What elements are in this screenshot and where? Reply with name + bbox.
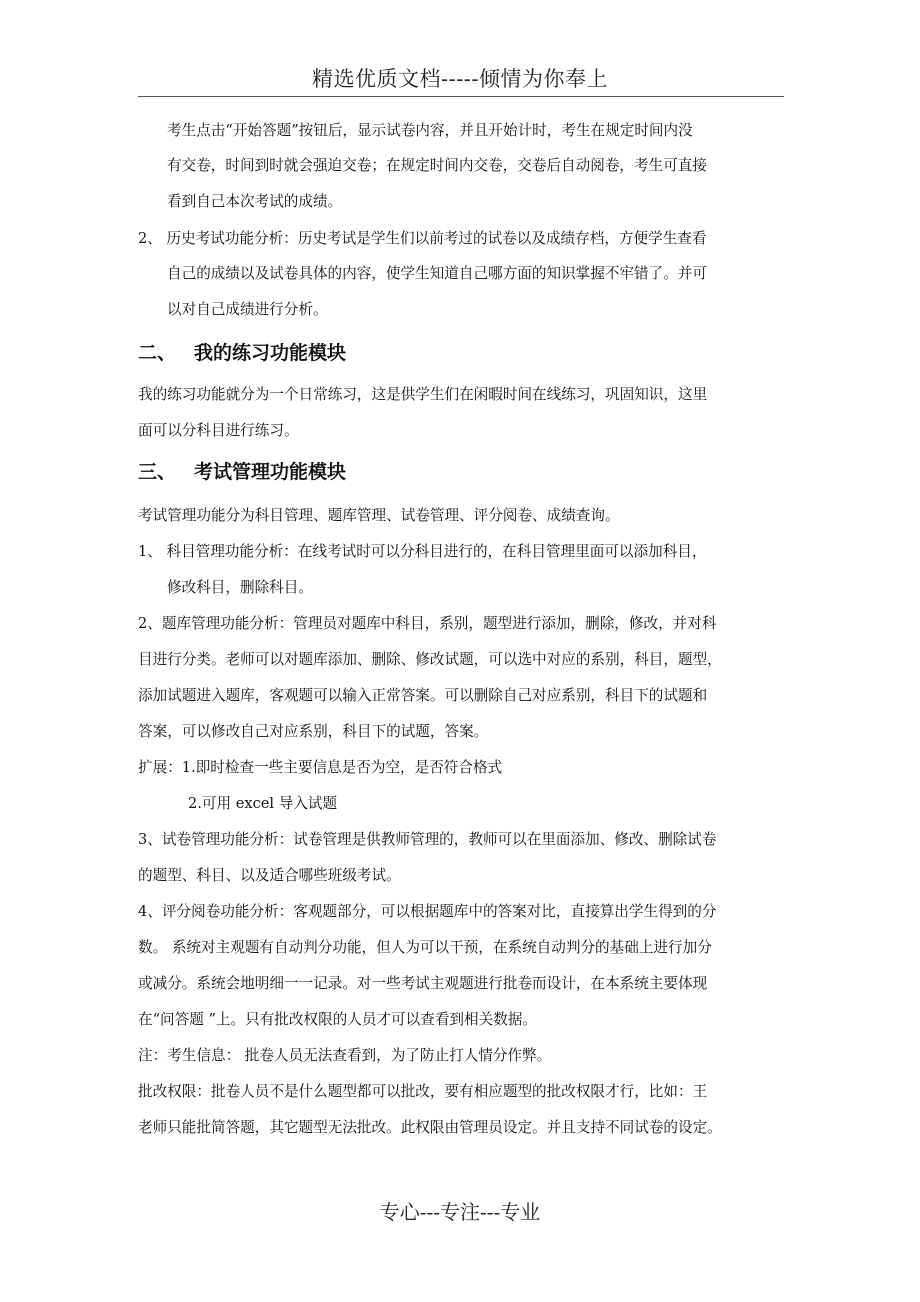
paragraph-line: 自己的成绩以及试卷具体的内容，使学生知道自己哪方面的知识掌握不牢错了。并可 [167, 265, 707, 282]
list-item-question-bank: 2、题库管理功能分析：管理员对题库中科目，系别，题型进行添加，删除，修改，并对科 [138, 615, 717, 632]
paragraph-line: 或减分。系统会地明细一一记录。对一些考试主观题进行批卷而设计，在本系统主要体现 [138, 975, 708, 992]
paragraph-line: 目进行分类。老师可以对题库添加、删除、修改试题，可以选中对应的系别，科目，题型， [138, 651, 722, 668]
paragraph-line: 老师只能批简答题，其它题型无法批改。此权限由管理员设定。并且支持不同试卷的设定。 [138, 1119, 722, 1136]
list-item-subject-management: 1、 科目管理功能分析：在线考试时可以分科目进行的，在科目管理里面可以添加科目， [138, 543, 707, 560]
paragraph-line: 以对自己成绩进行分析。 [167, 301, 328, 318]
list-item-grading: 4、评分阅卷功能分析：客观题部分，可以根据题库中的答案对比，直接算出学生得到的分 [138, 903, 717, 920]
page-footer: 专心---专注---专业 [379, 1200, 541, 1224]
paragraph-line: 我的练习功能就分为一个日常练习，这是供学生们在闲暇时间在线练习，巩固知识，这里 [138, 386, 708, 403]
section-number: 三、 [138, 461, 177, 483]
section-title: 我的练习功能模块 [194, 342, 347, 364]
paragraph-line: 面可以分科目进行练习。 [138, 422, 299, 439]
section-number: 二、 [138, 342, 177, 364]
section-title: 考试管理功能模块 [194, 461, 347, 483]
paragraph-line: 在“问答题 ”上。只有批改权限的人员才可以查看到相关数据。 [138, 1011, 538, 1028]
page-header-title: 精选优质文档-----倾情为你奉上 [312, 67, 608, 91]
paragraph-line: 修改科目，删除科目。 [167, 579, 313, 596]
note-line: 注：考生信息： 批卷人员无法查看到，为了防止打人情分作弊。 [138, 1047, 552, 1064]
paragraph-line: 添加试题进入题库，客观题可以输入正常答案。可以删除自己对应系别，科目下的试题和 [138, 687, 708, 704]
section-heading-practice [138, 341, 346, 365]
paragraph-line: 批改权限：批卷人员不是什么题型都可以批改，要有相应题型的批改权限才行，比如：王 [138, 1083, 708, 1100]
section-heading-exam-management [138, 460, 346, 484]
paragraph-line: 看到自己本次考试的成绩。 [167, 193, 343, 210]
paragraph-line: 考生点击“开始答题”按钮后，显示试卷内容，并且开始计时，考生在规定时间内没 [167, 122, 693, 139]
list-item-history-exam: 2、 历史考试功能分析：历史考试是学生们以前考过的试卷以及成绩存档，方便学生查看 [138, 230, 707, 247]
extension-note-1: 扩展：1.即时检查一些主要信息是否为空，是否符合格式 [138, 759, 503, 776]
paragraph-line: 的题型、科目、以及适合哪些班级考试。 [138, 867, 401, 884]
header-divider [138, 96, 784, 97]
paragraph-line: 答案，可以修改自己对应系别，科目下的试题，答案。 [138, 723, 489, 740]
list-item-paper-management: 3、试卷管理功能分析：试卷管理是供教师管理的，教师可以在里面添加、修改、删除试卷 [138, 831, 717, 848]
extension-note-2: 2.可用 excel 导入试题 [188, 795, 338, 812]
paragraph-line: 考试管理功能分为科目管理、题库管理、试卷管理、评分阅卷、成绩查询。 [138, 507, 620, 524]
paragraph-line: 有交卷，时间到时就会强迫交卷；在规定时间内交卷，交卷后自动阅卷，考生可直接 [167, 157, 707, 174]
paragraph-line: 数。 系统对主观题有自动判分功能，但人为可以干预，在系统自动判分的基础上进行加分 [138, 939, 712, 956]
